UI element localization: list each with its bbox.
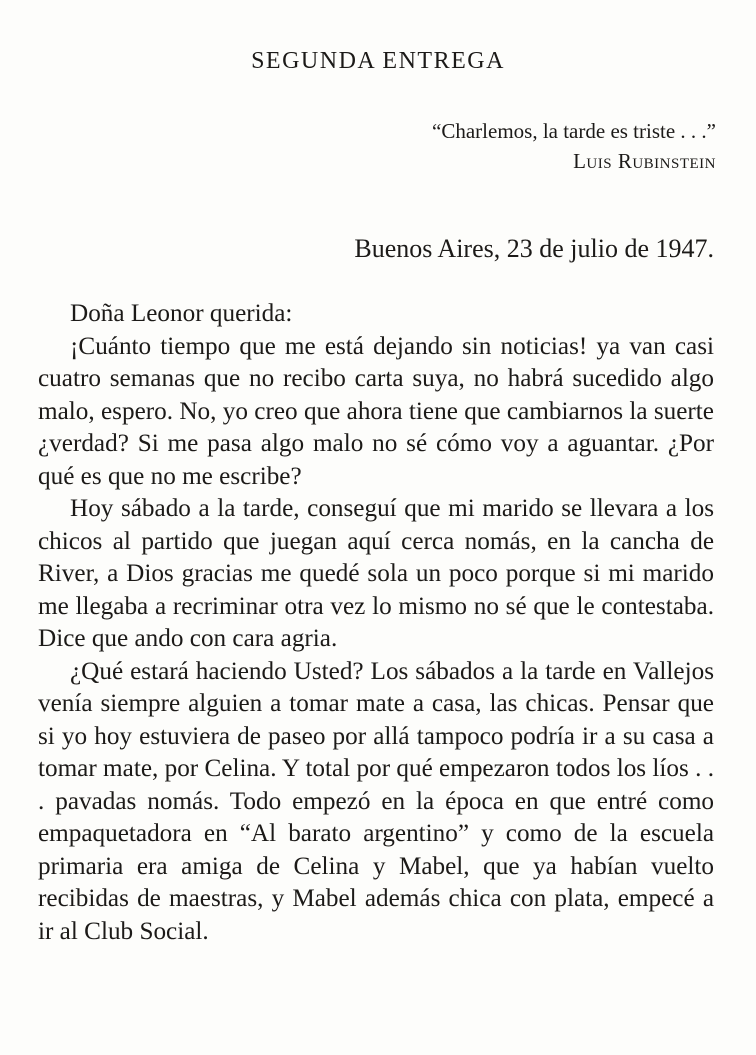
- letter-paragraph: ¡Cuánto tiempo que me está dejando sin noticias! ya van casi cuatro semanas que no recibo carta suya, no habrá sucedido algo malo, espero. No, yo creo que ahora tiene que cambiarnos la suerte ¿verdad? Si me pasa algo malo no sé cómo voy a aguantar. ¿Por qué es que no me escribe?: [38, 332, 714, 490]
- letter-body: [38, 298, 714, 948]
- epigraph-author: Luis Rubinstein: [573, 149, 716, 173]
- epigraph: [432, 116, 716, 176]
- letter-paragraph: ¿Qué estará haciendo Usted? Los sábados a la tarde en Vallejos venía siempre alguien a tomar mate a casa, las chicas. Pensar que si yo hoy estuviera de paseo por allá tampoco podría ir a su casa a tomar mate, por Celina. Y total por qué empezaron todos los líos . . . pavadas nomás. Todo empezó en la época en que entré como empaquetadora en “Al barato argentino” y como de la escuela primaria era amiga de Celina y Mabel, que ya habían vuelto recibidas de maestras, y Mabel además chica con plata, empecé a ir al Club Social.: [38, 657, 714, 945]
- letter-paragraph: Hoy sábado a la tarde, conseguí que mi marido se llevara a los chicos al partido que juegan aquí cerca nomás, en la cancha de River, a Dios gracias me quedé sola un poco porque si mi marido me llegaba a recriminar otra vez lo mismo no sé que le contestaba. Dice que ando con cara agria.: [38, 495, 714, 652]
- epigraph-quote: “Charlemos, la tarde es triste . . .”: [432, 119, 716, 143]
- letter-salutation: Doña Leonor querida:: [70, 300, 293, 327]
- chapter-title: SEGUNDA ENTREGA: [251, 48, 505, 74]
- letter-dateline: Buenos Aires, 23 de julio de 1947.: [354, 234, 714, 263]
